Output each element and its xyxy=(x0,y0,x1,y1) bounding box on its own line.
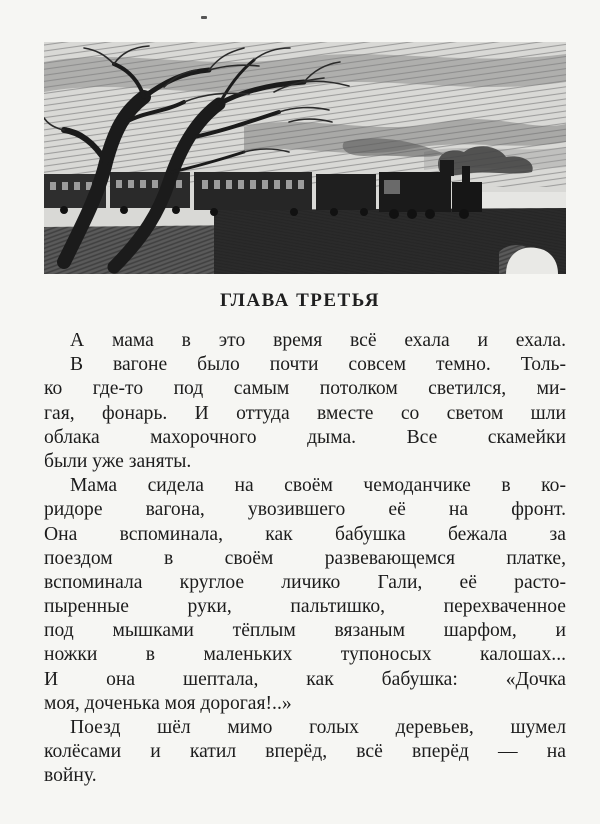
page-mark xyxy=(201,16,207,19)
text-line: А мама в это время всё ехала и ехала. xyxy=(70,330,566,351)
text-line: ножки в маленьких тупоносых калошах... xyxy=(44,644,566,666)
text-line: под мышками тёплым вязаным шарфом, и xyxy=(44,620,566,642)
text-line: пыренные руки, пальтишко, перехваченное xyxy=(44,596,566,618)
text-line: войну. xyxy=(44,765,97,787)
text-line: В вагоне было почти совсем темно. Толь- xyxy=(70,354,566,376)
text-line: ко где-то под самым потолком светился, ми- xyxy=(44,378,566,400)
text-line: Она вспоминала, как бабушка бежала за xyxy=(44,523,566,545)
text-line: гая, фонарь. И оттуда вместе со светом шли xyxy=(44,402,566,424)
chapter-title: ГЛАВА ТРЕТЬЯ xyxy=(220,290,380,311)
text-line: колёсами и катил вперёд, всё вперёд — на xyxy=(44,741,566,763)
text-line: моя, доченька моя дорогая!..» xyxy=(44,692,292,714)
train-on-bridge-illustration xyxy=(44,42,566,274)
chapter-text xyxy=(44,329,566,789)
text-line: ридоре вагона, увозившего её на фронт. xyxy=(44,499,566,521)
text-line: вспоминала круглое личико Гали, её расто- xyxy=(44,571,566,593)
text-line: Мама сидела на своём чемоданчике в ко- xyxy=(70,475,566,497)
text-line: облака махорочного дыма. Все скамейки xyxy=(44,426,566,448)
text-line: И она шептала, как бабушка: «Дочка xyxy=(44,668,566,690)
text-line: были уже заняты. xyxy=(44,450,192,472)
text-line: поездом в своём развевающемся платке, xyxy=(44,547,566,569)
text-line: Поезд шёл мимо голых деревьев, шумел xyxy=(70,717,566,738)
